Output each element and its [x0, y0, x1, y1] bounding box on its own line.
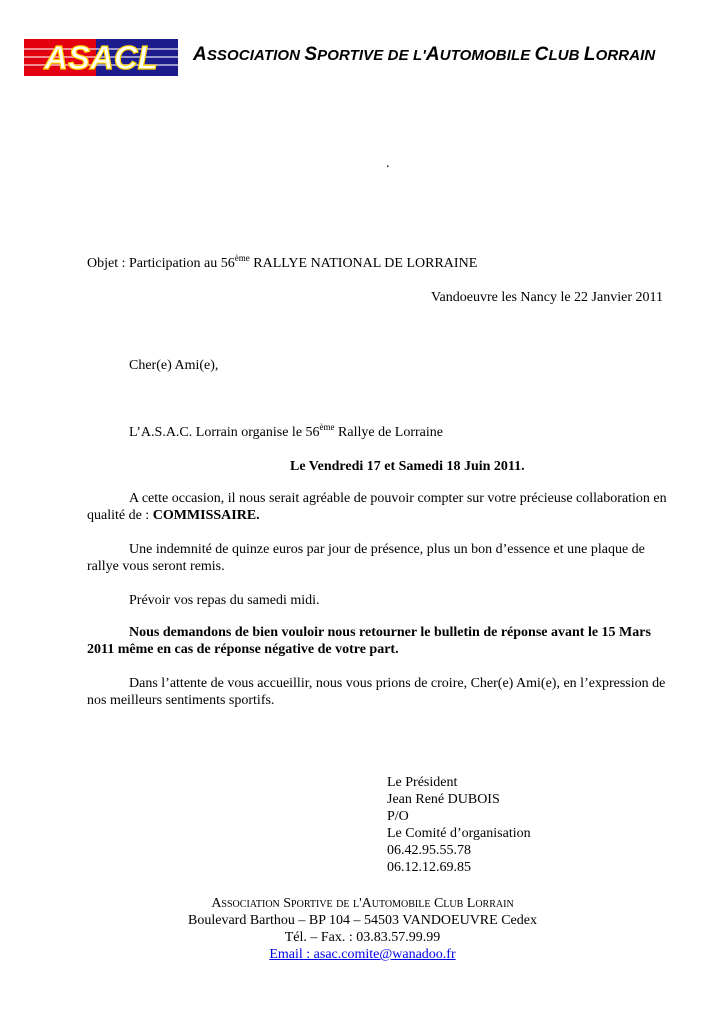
- footer-address: Boulevard Barthou – BP 104 – 54503 VANDOEUVRE Cedex: [188, 913, 537, 928]
- org-name-initial: A: [425, 44, 440, 65]
- signature-line: 06.42.95.55.78: [387, 843, 471, 858]
- signature-block: [387, 774, 531, 876]
- event-dates: Le Vendredi 17 et Samedi 18 Juin 2011.: [290, 459, 525, 474]
- org-name-rest: ORRAIN: [595, 47, 656, 64]
- org-name-rest: LUB: [548, 47, 584, 64]
- footer-email-row: [0, 946, 725, 963]
- signature-line: 06.12.12.69.85: [387, 860, 471, 875]
- paragraph-indemnity: Une indemnité de quinze euros par jour de présence, plus un bon d’essence et une plaque de rallye vous seront remis.: [87, 542, 645, 574]
- signature-line: Le Comité d’organisation: [387, 826, 531, 841]
- intro-line: L’A.S.A.C. Lorrain organise le 56ème Rallye de Lorraine: [129, 422, 443, 440]
- place-date: Vandoeuvre les Nancy le 22 Janvier 2011: [431, 290, 663, 305]
- paragraph-role: A cette occasion, il nous serait agréable de pouvoir compter sur votre précieuse collaboration en qualité de : COMMISSAIRE.: [87, 491, 667, 523]
- org-name-rest: PORTIVE DE L': [317, 47, 426, 64]
- object-line: Objet : Participation au 56ème RALLYE NATIONAL DE LORRAINE: [87, 253, 478, 271]
- asacl-logo: [24, 39, 178, 76]
- org-name-initial: C: [534, 44, 549, 65]
- footer-phone: Tél. – Fax. : 03.83.57.99.99: [284, 930, 441, 945]
- org-name-initial: A: [193, 44, 207, 65]
- org-name-rest: UTOMOBILE: [439, 47, 535, 64]
- org-name-initial: S: [304, 44, 318, 65]
- separator-dot: .: [386, 156, 390, 171]
- salutation: Cher(e) Ami(e),: [129, 358, 219, 373]
- paragraph-meals: Prévoir vos repas du samedi midi.: [129, 593, 320, 608]
- email-link[interactable]: Email : asac.comite@wanadoo.fr: [269, 947, 456, 962]
- organization-name: [193, 44, 655, 66]
- org-name-rest: SSOCIATION: [206, 47, 305, 64]
- signature-line: P/O: [387, 809, 409, 824]
- footer-org-name: Association Sportive de l'Automobile Club Lorrain: [211, 896, 514, 911]
- role-commissaire: COMMISSAIRE.: [152, 508, 260, 523]
- signature-line: Jean René DUBOIS: [387, 792, 500, 807]
- org-name-initial: L: [583, 44, 596, 65]
- paragraph-closing: Dans l’attente de vous accueillir, nous vous prions de croire, Cher(e) Ami(e), en l’expression de nos meilleurs sentiments sportifs.: [87, 676, 666, 708]
- paragraph-request: Nous demandons de bien vouloir nous retourner le bulletin de réponse avant le 15 Mars 2011 même en cas de réponse négative de votre part.: [87, 625, 651, 657]
- logo-text: ASACL: [44, 39, 158, 76]
- signature-line: Le Président: [387, 775, 458, 790]
